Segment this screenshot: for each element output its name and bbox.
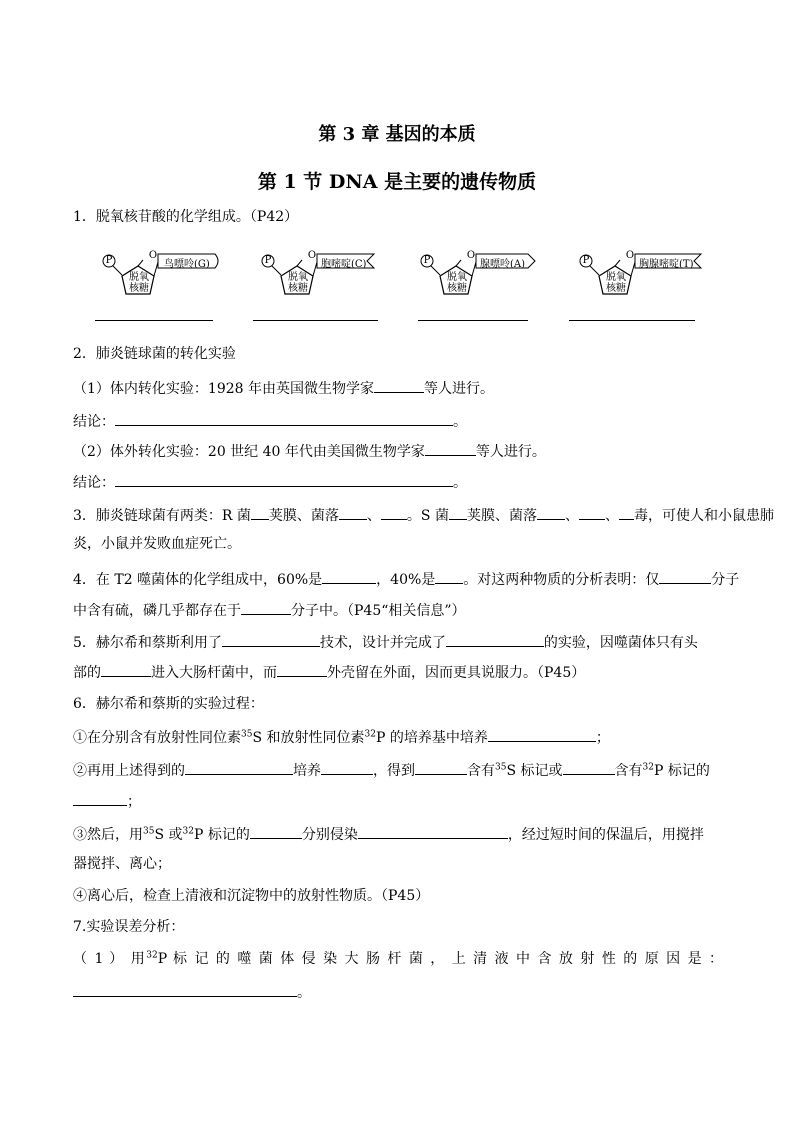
answer-blank[interactable] (425, 441, 476, 456)
sugar-label-bottom: 核糖 (129, 283, 149, 294)
base-label: 胸腺嘧啶(T) (639, 259, 694, 270)
phosphate-label: P (582, 255, 590, 266)
answer-blank[interactable] (619, 505, 634, 520)
question-7-line-2: 。 (73, 982, 723, 1002)
phosphate-label: P (264, 255, 272, 266)
sugar-label-bottom: 核糖 (606, 283, 626, 294)
base-label: 腺嘌呤(A) (480, 259, 526, 270)
question-6-step-2-cont: ； (73, 791, 723, 811)
sugar-label-top: 脱氧 (129, 272, 149, 283)
phosphate-label: P (105, 255, 113, 266)
answer-blank[interactable] (418, 319, 528, 321)
sugar-label-top: 脱氧 (447, 272, 467, 283)
question-5-line-2: 部的 进入大肠杆菌中，而 外壳留在外面，因而更具说服力。（P45） (73, 662, 723, 682)
answer-blank[interactable] (449, 505, 467, 520)
answer-blank[interactable] (569, 319, 695, 321)
answer-blank[interactable] (435, 569, 463, 584)
answer-blank[interactable] (241, 600, 291, 615)
answer-blank[interactable] (115, 411, 453, 426)
nucleotide-diagram-adenine: O 腺嘌呤(A) 脱氧 核糖 P (418, 248, 558, 298)
question-6-title: 6．赫尔希和蔡斯的实验过程： (73, 696, 264, 712)
answer-blank[interactable] (185, 760, 293, 775)
answer-blank[interactable] (415, 760, 467, 775)
answer-blank[interactable] (381, 505, 407, 520)
question-6-step-2: ②再用上述得到的 培养 ，得到 含有$^{35}$S 标记或 含有$^{32}$P 标记的 (73, 760, 723, 780)
question-1: 1．脱氧核苷酸的化学组成。（P42） (73, 209, 299, 225)
base-label: 鸟嘌呤(G) (164, 259, 210, 270)
answer-blank[interactable] (222, 632, 320, 647)
answer-blank[interactable] (115, 472, 453, 487)
question-2-part-1: （1）体内转化实验：1928 年由英国微生物学家 等人进行。 (73, 378, 723, 398)
answer-blank[interactable] (95, 319, 213, 321)
answer-blank[interactable] (446, 632, 544, 647)
answer-blank[interactable] (73, 791, 127, 806)
question-6-step-1: ①在分别含有放射性同位素$^{35}$S 和放射性同位素$^{32}$P 的培养基中培养 ； (73, 727, 723, 747)
question-4-line-1: 4．在 T2 噬菌体的化学组成中，60%是 ，40%是 。对这两种物质的分析表明：仅 分子 (73, 569, 723, 589)
answer-blank[interactable] (488, 727, 596, 742)
sugar-label-top: 脱氧 (288, 272, 308, 283)
nucleotide-diagram-guanine: O 鸟嘌呤(G) 脱氧 核糖 P (100, 248, 240, 298)
question-2-part-2: （2）体外转化实验：20 世纪 40 年代由美国微生物学家 等人进行。 (73, 441, 723, 461)
question-2-conclusion-1: 结论： 。 (73, 411, 723, 431)
answer-blank[interactable] (339, 505, 367, 520)
answer-blank[interactable] (537, 505, 565, 520)
answer-blank[interactable] (659, 569, 711, 584)
question-6-step-3: ③然后，用$^{35}$S 或$^{32}$P 标记的 分别侵染 ，经过短时间的保温后，用搅拌 (73, 824, 723, 844)
question-4-line-2: 中含有硫，磷几乎都存在于 分子中。（P45“相关信息”） (73, 600, 723, 620)
question-3-line-1: 3．肺炎链球菌有两类：R 菌 荚膜、菌落 、 。S 菌 荚膜、菌落 、 、 毒，可使人和小鼠患肺 (73, 505, 723, 525)
answer-blank[interactable] (579, 505, 605, 520)
base-label: 胞嘧啶(C) (321, 259, 367, 270)
answer-blank[interactable] (101, 662, 151, 677)
question-3-line-2: 炎，小鼠并发败血症死亡。 (73, 536, 241, 552)
chapter-title: 第 3 章 基因的本质 (318, 124, 476, 145)
question-5-line-1: 5．赫尔希和蔡斯利用了 技术，设计并完成了 的实验，因噬菌体只有头 (73, 632, 723, 652)
question-6-step-3-cont: 器搅拌、离心； (73, 856, 171, 872)
answer-blank[interactable] (321, 760, 373, 775)
phosphate-label: P (423, 255, 431, 266)
sugar-label-top: 脱氧 (606, 272, 626, 283)
nucleotide-diagram-thymine: O 胸腺嘧啶(T) 脱氧 核糖 P (577, 248, 717, 298)
question-2-title: 2．肺炎链球菌的转化实验 (73, 346, 236, 362)
answer-blank[interactable] (563, 760, 615, 775)
sugar-label-bottom: 核糖 (288, 283, 308, 294)
answer-blank[interactable] (277, 662, 327, 677)
answer-blank[interactable] (253, 319, 378, 321)
section-title: 第 1 节 DNA 是主要的遗传物质 (257, 171, 537, 193)
question-7-line-1: （ 1 ） 用$^{32}$P 标 记 的 噬 菌 体 侵 染 大 肠 杆 菌 ， 上 清 液 中 含 放 射 性 的 原 因 是 ： (73, 950, 724, 967)
answer-blank[interactable] (358, 824, 508, 839)
answer-blank[interactable] (251, 505, 269, 520)
sugar-label-bottom: 核糖 (447, 283, 467, 294)
answer-blank[interactable] (374, 378, 424, 393)
answer-blank[interactable] (322, 569, 376, 584)
answer-blank[interactable] (73, 982, 297, 997)
nucleotide-diagram-cytosine: O 胞嘧啶(C) 脱氧 核糖 P (259, 248, 399, 298)
question-6-step-4: ④离心后，检查上清液和沉淀物中的放射性物质。（P45） (73, 888, 430, 904)
question-7-title: 7.实验误差分析： (73, 919, 185, 935)
answer-blank[interactable] (250, 824, 302, 839)
question-2-conclusion-2: 结论： 。 (73, 472, 723, 492)
